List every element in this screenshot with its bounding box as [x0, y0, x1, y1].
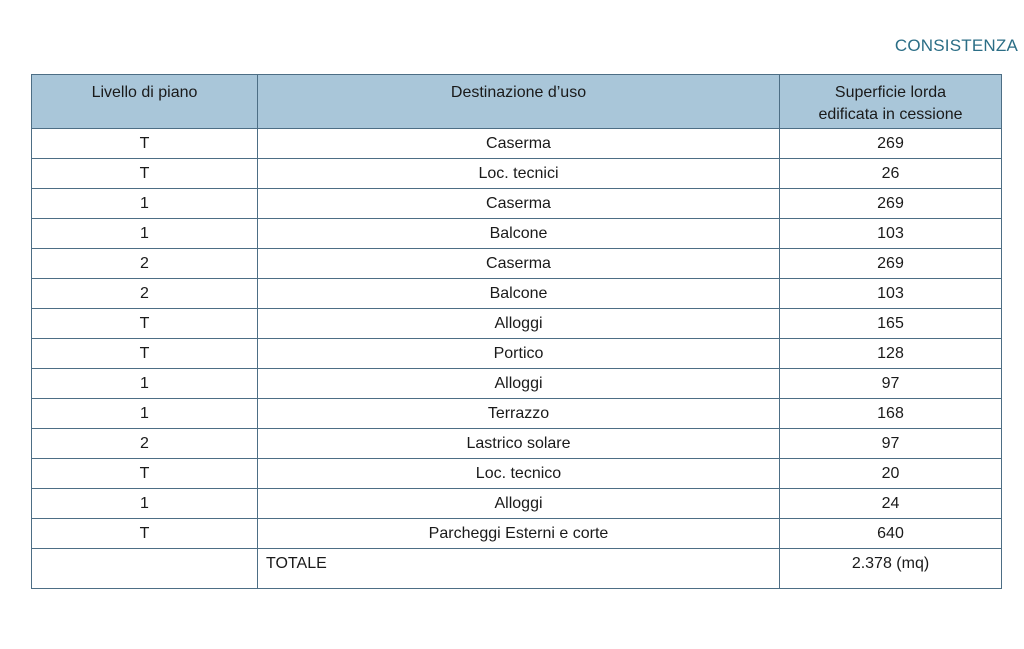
total-label: TOTALE [258, 549, 780, 589]
cell-use: Alloggi [258, 369, 780, 399]
cell-use: Loc. tecnici [258, 159, 780, 189]
section-title: CONSISTENZA [894, 36, 1018, 55]
cell-use: Alloggi [258, 489, 780, 519]
cell-area: 20 [780, 459, 1002, 489]
table-row [32, 429, 1002, 459]
cell-area: 165 [780, 309, 1002, 339]
cell-level: 1 [32, 489, 258, 519]
cell-use: Balcone [258, 279, 780, 309]
table-row [32, 489, 1002, 519]
total-level [32, 549, 258, 589]
table-row [32, 159, 1002, 189]
cell-use: Loc. tecnico [258, 459, 780, 489]
cell-use: Portico [258, 339, 780, 369]
cell-area: 269 [780, 129, 1002, 159]
header-level: Livello di piano [32, 75, 258, 129]
table-row [32, 399, 1002, 429]
cell-area: 128 [780, 339, 1002, 369]
header-use: Destinazione d’uso [258, 75, 780, 129]
table-row [32, 339, 1002, 369]
cell-use: Lastrico solare [258, 429, 780, 459]
cell-level: 2 [32, 249, 258, 279]
cell-area: 26 [780, 159, 1002, 189]
table-row [32, 249, 1002, 279]
table-row [32, 459, 1002, 489]
table-row [32, 129, 1002, 159]
table-row [32, 219, 1002, 249]
cell-level: T [32, 459, 258, 489]
cell-area: 103 [780, 279, 1002, 309]
cell-use: Caserma [258, 249, 780, 279]
cell-area: 24 [780, 489, 1002, 519]
cell-level: T [32, 339, 258, 369]
cell-level: 1 [32, 369, 258, 399]
cell-area: 103 [780, 219, 1002, 249]
cell-area: 640 [780, 519, 1002, 549]
cell-level: 1 [32, 399, 258, 429]
total-value: 2.378 (mq) [780, 549, 1002, 589]
cell-use: Caserma [258, 189, 780, 219]
cell-level: T [32, 309, 258, 339]
cell-use: Parcheggi Esterni e corte [258, 519, 780, 549]
table-row [32, 519, 1002, 549]
cell-use: Alloggi [258, 309, 780, 339]
cell-level: T [32, 129, 258, 159]
header-area [780, 75, 1002, 129]
cell-use: Balcone [258, 219, 780, 249]
table-row [32, 279, 1002, 309]
header-area-line2: edificata in cessione [818, 106, 963, 123]
cell-level: 1 [32, 219, 258, 249]
cell-level: 2 [32, 429, 258, 459]
cell-area: 97 [780, 369, 1002, 399]
table-header-row [32, 75, 1002, 129]
cell-area: 269 [780, 249, 1002, 279]
cell-area: 168 [780, 399, 1002, 429]
cell-use: Terrazzo [258, 399, 780, 429]
table-row [32, 369, 1002, 399]
cell-use: Caserma [258, 129, 780, 159]
cell-level: T [32, 159, 258, 189]
table-row [32, 309, 1002, 339]
header-area-line1: Superficie lorda [834, 84, 947, 101]
cell-level: 2 [32, 279, 258, 309]
cell-area: 269 [780, 189, 1002, 219]
cell-level: 1 [32, 189, 258, 219]
cell-level: T [32, 519, 258, 549]
cell-area: 97 [780, 429, 1002, 459]
consistenza-table [31, 74, 1002, 589]
total-row [32, 549, 1002, 589]
table-row [32, 189, 1002, 219]
